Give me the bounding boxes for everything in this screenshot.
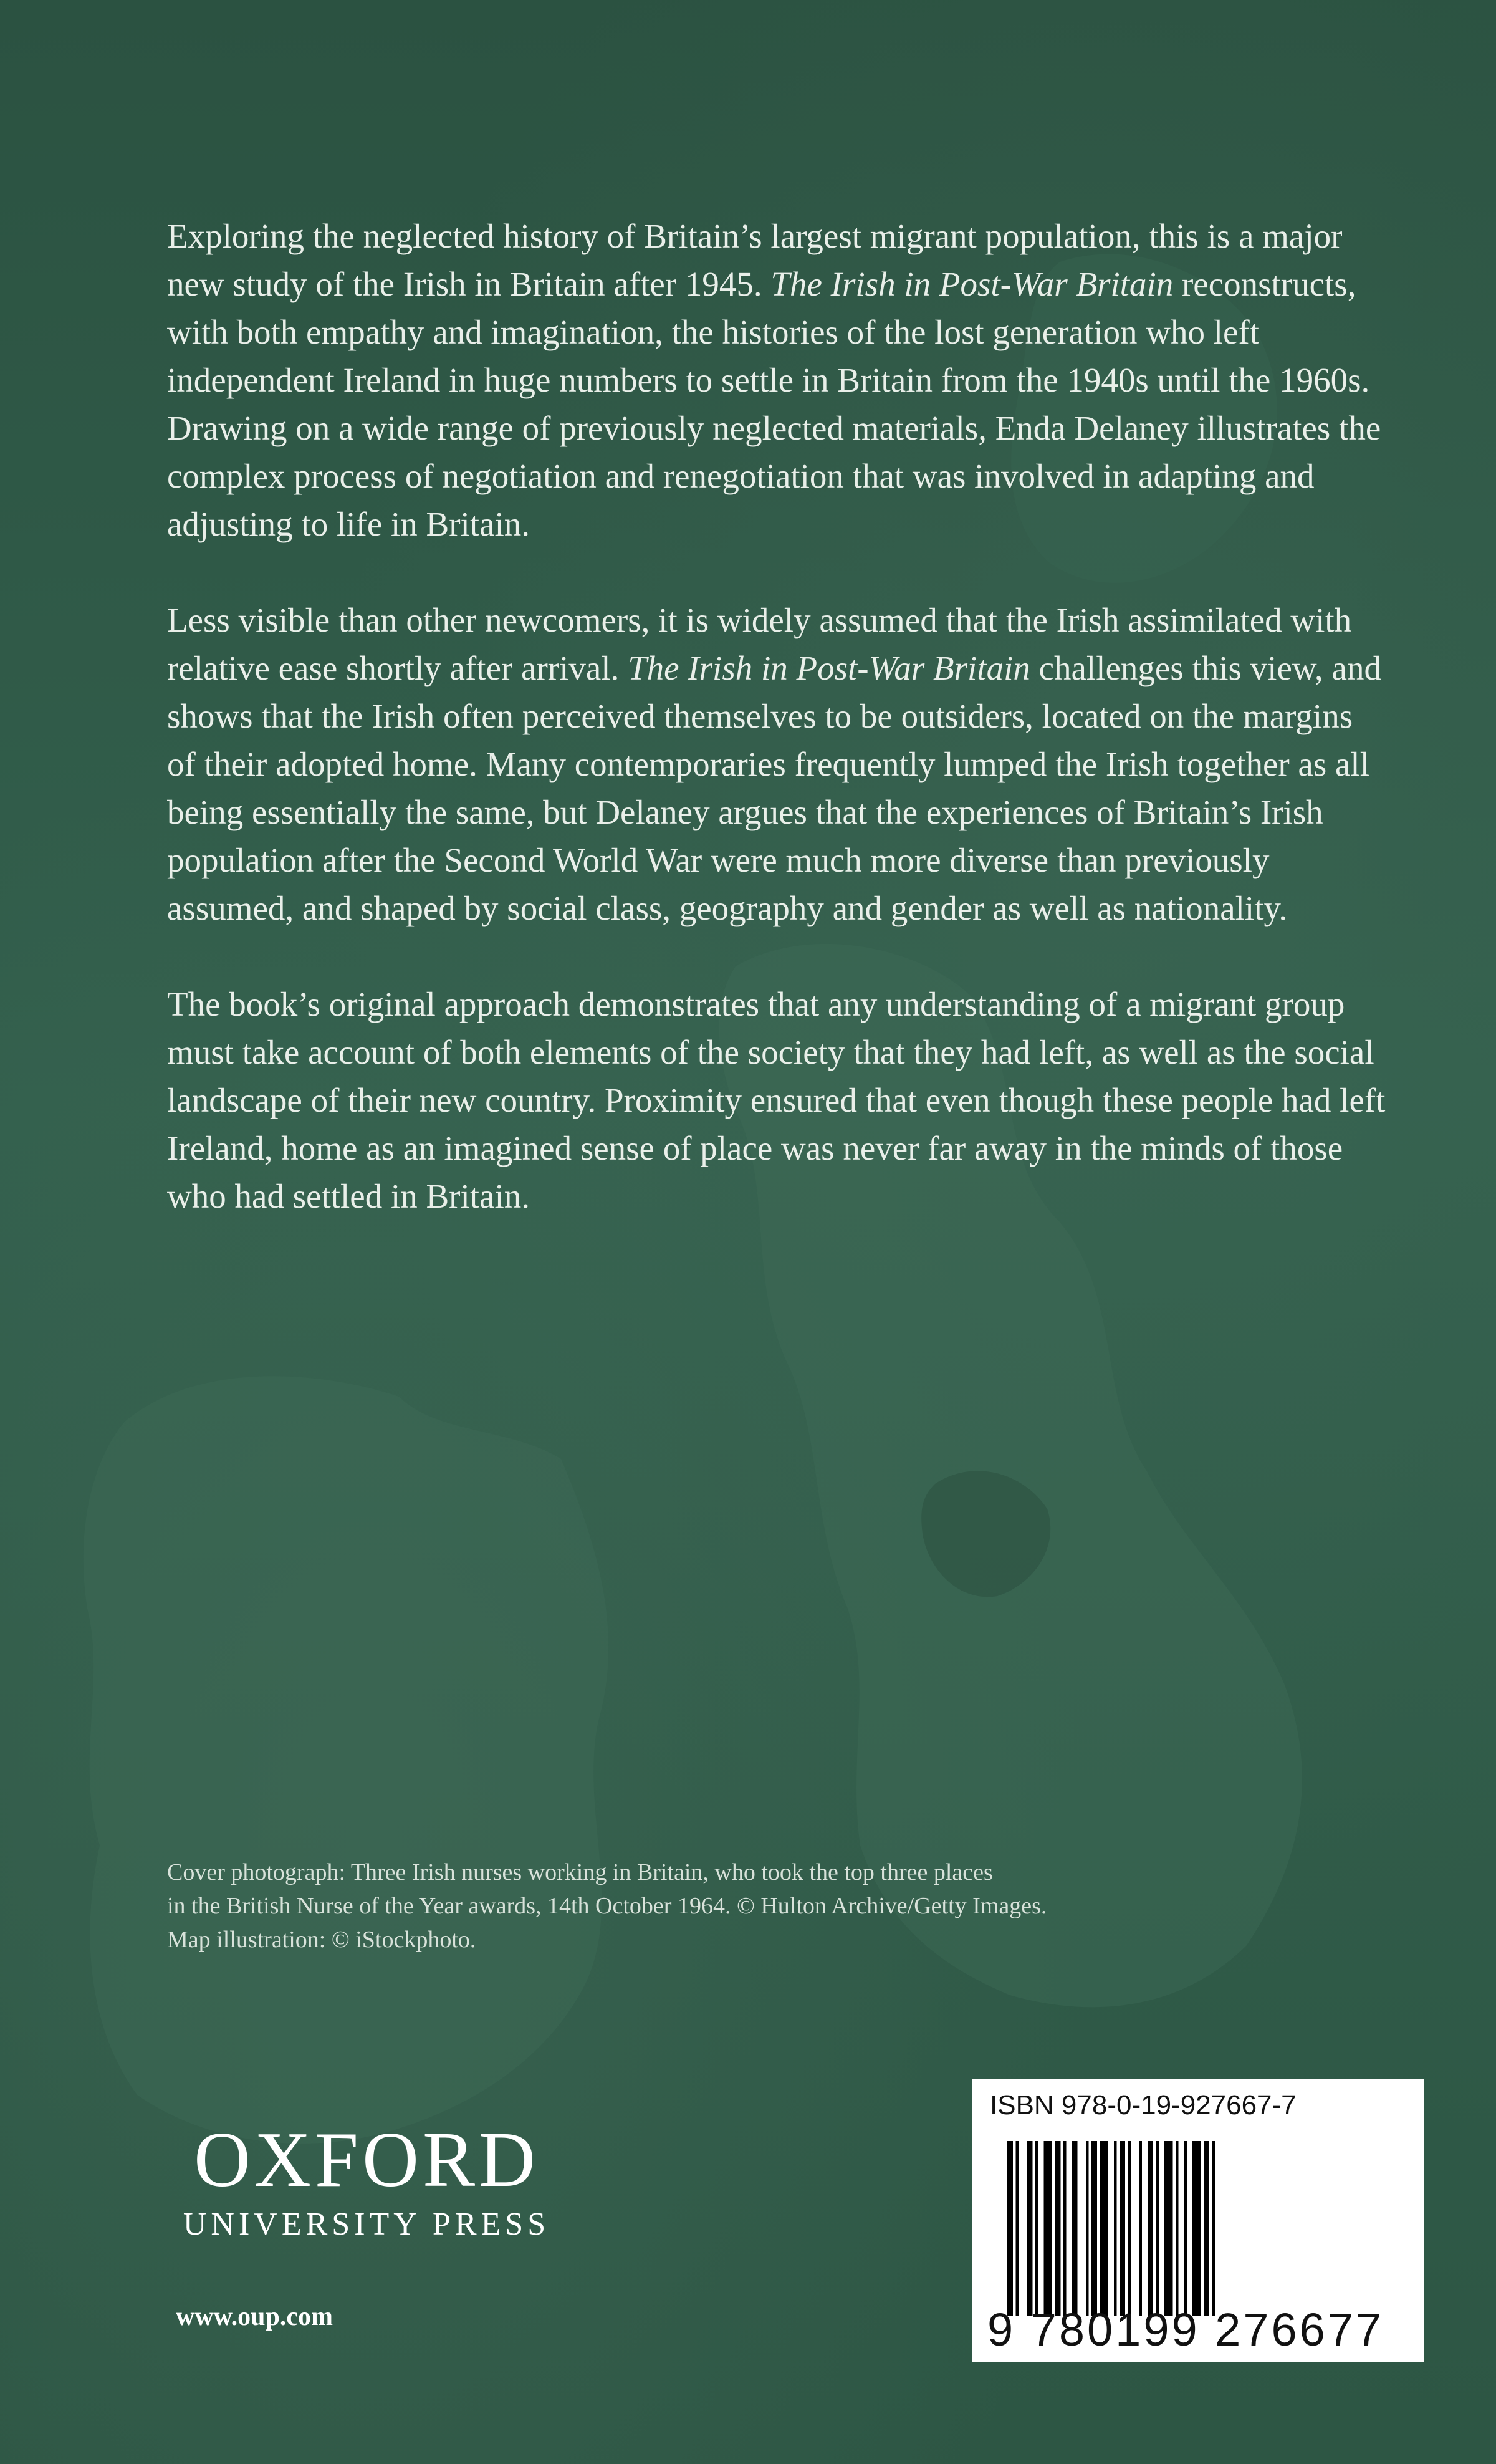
barcode-bar xyxy=(1091,2141,1097,2316)
blurb-paragraph-2 xyxy=(167,596,1389,932)
barcode-bar xyxy=(1016,2141,1019,2316)
barcode-bar xyxy=(1139,2141,1143,2316)
credit-line-3: Map illustration: © iStockphoto. xyxy=(167,1927,476,1953)
barcode-bar xyxy=(1128,2141,1131,2316)
barcode-bar xyxy=(1086,2141,1089,2316)
isbn-digits: 9 780199 276677 xyxy=(987,2304,1384,2356)
barcode-bar xyxy=(1044,2141,1053,2316)
isbn-barcode-box xyxy=(972,2079,1424,2362)
publisher-name: OXFORD xyxy=(193,2117,540,2203)
book-title-ref-2: The Irish in Post-War Britain xyxy=(628,649,1030,687)
publisher-website: www.oup.com xyxy=(176,2303,333,2331)
publisher-subname: UNIVERSITY PRESS xyxy=(183,2207,550,2242)
blurb-paragraph-1 xyxy=(167,212,1389,548)
publisher-logo xyxy=(167,2117,566,2243)
barcode-bar xyxy=(1055,2141,1061,2316)
blurb-p2-end: challenges this view, and shows that the Irish often perceived themselves to be outsiders, located on the margins of their adopted home. Many contemporaries frequently lumped the Irish together as all being essentially the same, but Delaney argues that the experiences of Britain’s Irish population after the Second World War were much more diverse than previously assumed, and shaped by social class, geography and gender as well as nationality. xyxy=(167,649,1381,927)
barcode-bar xyxy=(1204,2141,1209,2316)
barcode-bar xyxy=(1148,2141,1153,2316)
barcode-bars xyxy=(1007,2141,1391,2316)
barcode-bar xyxy=(1212,2141,1216,2316)
barcode-bar xyxy=(1176,2141,1179,2316)
isbn-label: ISBN 978-0-19-927667-7 xyxy=(990,2090,1297,2120)
credit-line-2: in the British Nurse of the Year awards, 14th October 1964. © Hulton Archive/Getty Images. xyxy=(167,1893,1047,1919)
credit-line-1: Cover photograph: Three Irish nurses working in Britain, who took the top three places xyxy=(167,1859,993,1885)
blurb-p2-start: Less visible than other newcomers, it is widely assumed that the Irish assimilated with relative ease shortly after arrival. xyxy=(167,601,1352,687)
barcode-bar xyxy=(1072,2141,1078,2316)
barcode-bar xyxy=(1027,2141,1033,2316)
blurb-p1-start: Exploring the neglected history of Britain’s largest migrant population, this is a major new study of the Irish in Britain after 1945. xyxy=(167,217,1343,303)
book-title-ref-1: The Irish in Post-War Britain xyxy=(770,265,1174,303)
barcode-bar xyxy=(1120,2141,1125,2316)
barcode-bar xyxy=(1156,2141,1159,2316)
barcode-bar xyxy=(1100,2141,1109,2316)
barcode-bar xyxy=(1035,2141,1038,2316)
barcode-bar xyxy=(1184,2141,1187,2316)
barcode-bar xyxy=(1164,2141,1173,2316)
blurb-paragraph-3: The book’s original approach demonstrates that any understanding of a migrant group must take account of both elements of the society that they had left, as well as the social landscape of their new country. Proximity ensured that even though these people had left Ireland, home as an imagined sense of place was never far away in the minds of those who had settled in Britain. xyxy=(167,985,1386,1215)
barcode-bar xyxy=(1063,2141,1067,2316)
blurb-text xyxy=(167,212,1389,1268)
barcode-bar xyxy=(1192,2141,1201,2316)
barcode-bar xyxy=(1114,2141,1117,2316)
image-credits xyxy=(167,1855,1351,1956)
barcode-bar xyxy=(1007,2141,1013,2316)
blurb-p1-end: reconstructs, with both empathy and imagination, the histories of the lost generation who left independent Ireland in huge numbers to settle in Britain from the 1940s until the 1960s. Drawing on a wide range of previously neglected materials, Enda Delaney illustrates the complex process of negotiation and renegotiation that was involved in adapting and adjusting to life in Britain. xyxy=(167,265,1381,543)
